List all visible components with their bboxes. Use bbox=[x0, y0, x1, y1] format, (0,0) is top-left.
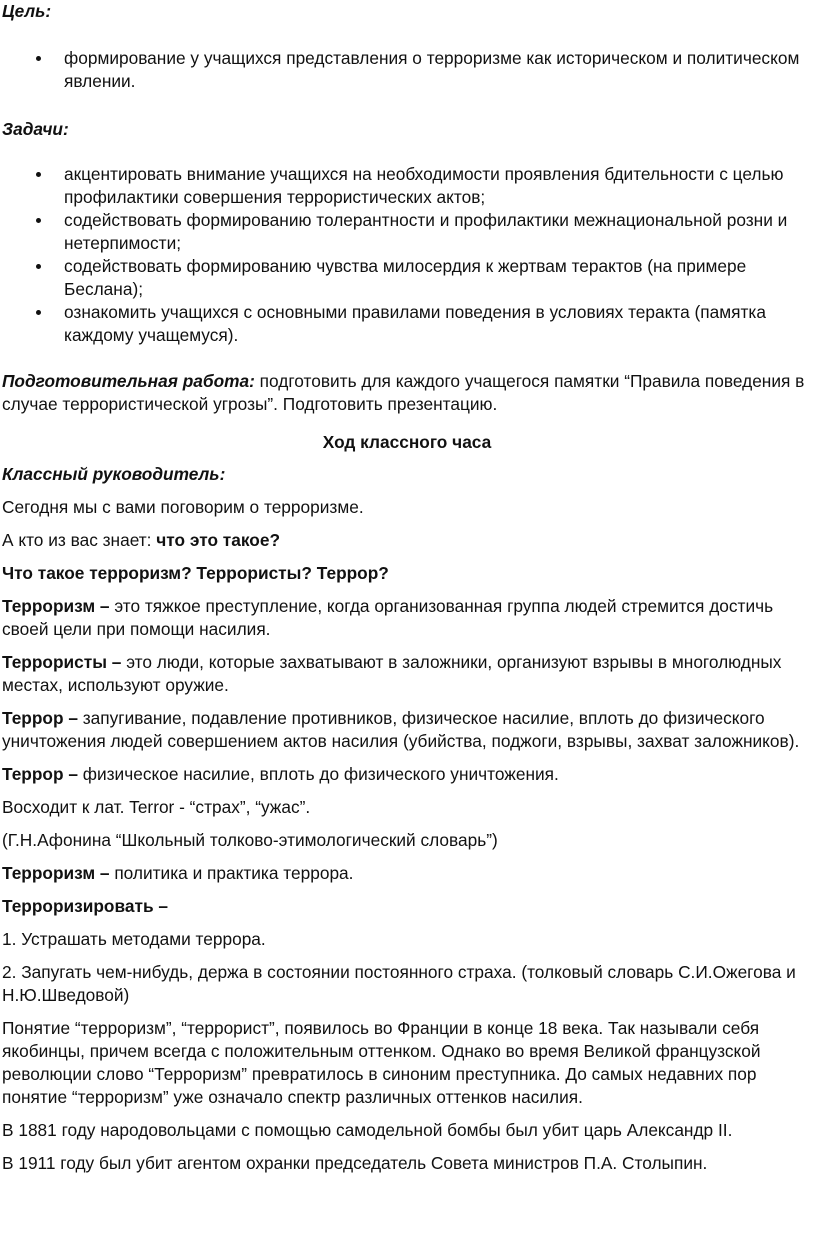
prep-text: подготовить для каждого учащегося памятки “Правила поведения в случае террористической угрозы”. Подготовить презентацию. bbox=[2, 371, 805, 414]
paragraph bbox=[2, 562, 812, 585]
term: Террор – bbox=[2, 708, 78, 728]
term: Терроризм – bbox=[2, 863, 110, 883]
definition: это люди, которые захватывают в заложники, организуют взрывы в многолюдных местах, используют оружие. bbox=[2, 652, 782, 695]
goal-list bbox=[2, 47, 812, 93]
definition-paragraph bbox=[2, 707, 812, 753]
paragraph: Сегодня мы с вами поговорим о терроризме. bbox=[2, 497, 364, 517]
paragraph: Понятие “терроризм”, “террорист”, появилось во Франции в конце 18 века. Так называли себя якобинцы, причем всегда с положительным оттенком. Однако во время Великой французской революции слово “Терроризм” превратилось в синоним преступника. До самых недавних пор понятие “терроризм” уже означало спектр различных оттенков насилия. bbox=[2, 1018, 761, 1107]
definition: это тяжкое преступление, когда организованная группа людей стремится достичь своей цели при помощи насилия. bbox=[2, 596, 774, 639]
term: Терроризм – bbox=[2, 596, 110, 616]
task-item: содействовать формированию толерантности и профилактики межнациональной розни и нетерпимости; bbox=[2, 209, 812, 255]
paragraph bbox=[2, 529, 812, 552]
paragraph bbox=[2, 895, 812, 918]
definition-paragraph bbox=[2, 763, 812, 786]
prep-label: Подготовительная работа: bbox=[2, 371, 255, 391]
tasks-list bbox=[2, 163, 812, 347]
paragraph: 2. Запугать чем-нибудь, держа в состоянии постоянного страха. (толковый словарь С.И.Ожегова и Н.Ю.Шведовой) bbox=[2, 962, 796, 1005]
paragraph-bold: Что такое терроризм? Террористы? Террор? bbox=[2, 563, 389, 583]
paragraph: Восходит к лат. Terror - “страх”, “ужас”. bbox=[2, 797, 311, 817]
tasks-heading: Задачи: bbox=[2, 119, 69, 139]
course-title: Ход классного часа bbox=[322, 432, 492, 452]
definition: физическое насилие, вплоть до физического уничтожения. bbox=[77, 764, 559, 784]
definition: политика и практика террора. bbox=[109, 863, 354, 883]
definition-paragraph bbox=[2, 651, 812, 697]
paragraph-text: А кто из вас знает: bbox=[2, 530, 157, 550]
definition-paragraph bbox=[2, 862, 812, 885]
goal-heading: Цель: bbox=[2, 1, 52, 21]
teacher-label: Классный руководитель: bbox=[2, 464, 226, 484]
paragraph: В 1911 году был убит агентом охранки председатель Совета министров П.А. Столыпин. bbox=[2, 1153, 708, 1173]
term: Террор – bbox=[2, 764, 78, 784]
paragraph: 1. Устрашать методами террора. bbox=[2, 929, 266, 949]
goal-item: формирование у учащихся представления о терроризме как историческом и политическом явлении. bbox=[2, 47, 812, 93]
term: Терроризировать – bbox=[2, 896, 168, 916]
definition: запугивание, подавление противников, физическое насилие, вплоть до физического уничтожения людей совершением актов насилия (убийства, поджоги, взрывы, захват заложников). bbox=[2, 708, 800, 751]
paragraph: В 1881 году народовольцами с помощью самодельной бомбы был убит царь Александр II. bbox=[2, 1120, 733, 1140]
prep-paragraph bbox=[2, 370, 812, 416]
paragraph-bold: что это такое? bbox=[156, 530, 281, 550]
definition-paragraph bbox=[2, 595, 812, 641]
term: Террористы – bbox=[2, 652, 122, 672]
task-item: ознакомить учащихся с основными правилами поведения в условиях теракта (памятка каждому учащемуся). bbox=[2, 301, 812, 347]
task-item: содействовать формированию чувства милосердия к жертвам терактов (на примере Беслана); bbox=[2, 255, 812, 301]
task-item: акцентировать внимание учащихся на необходимости проявления бдительности с целью профилактики совершения террористических актов; bbox=[2, 163, 812, 209]
paragraph: (Г.Н.Афонина “Школьный толково-этимологический словарь”) bbox=[2, 830, 498, 850]
